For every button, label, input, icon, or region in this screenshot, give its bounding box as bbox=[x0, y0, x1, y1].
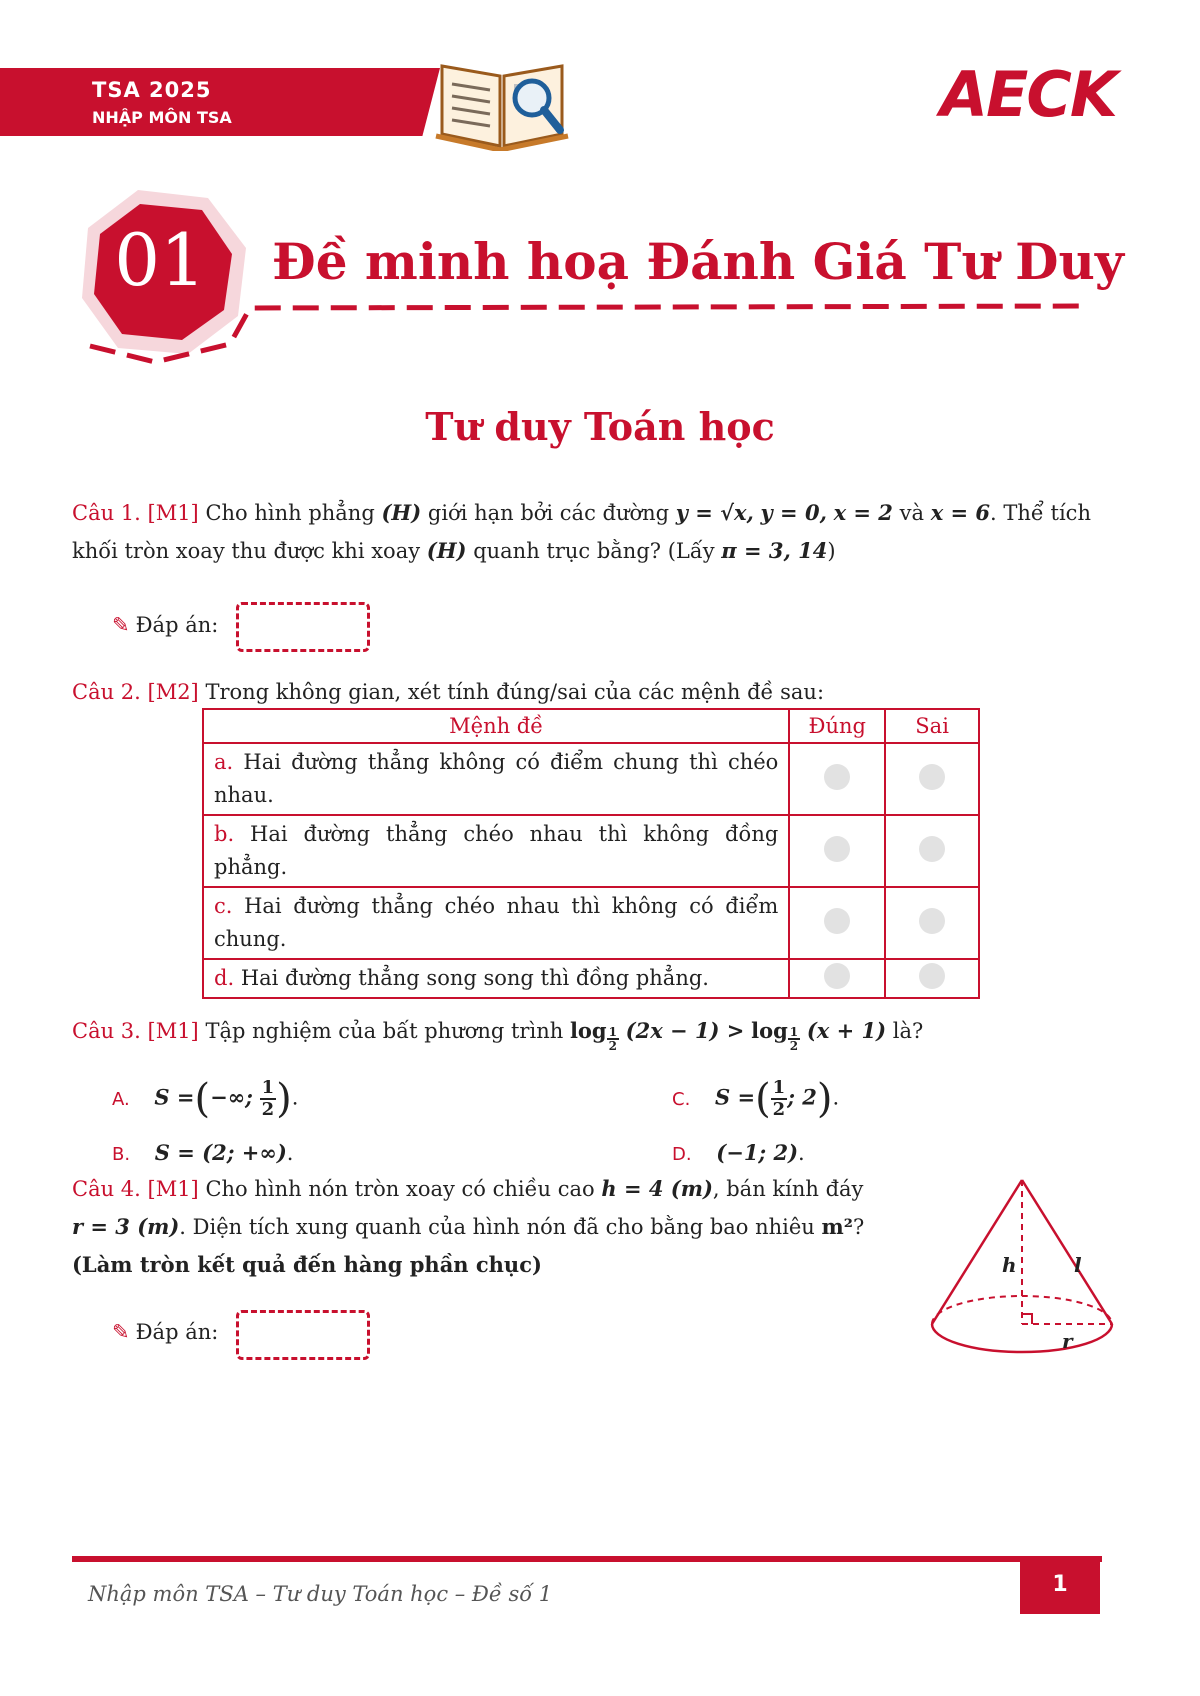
option-text: ; 2 bbox=[787, 1084, 817, 1110]
frac-num: 1 bbox=[608, 1025, 617, 1039]
true-option-c[interactable] bbox=[789, 887, 885, 959]
question-2-label: Câu 2. [M2] bbox=[72, 680, 199, 704]
q4-text: , bán kính đáy bbox=[712, 1177, 864, 1201]
q3-option-d[interactable] bbox=[672, 1140, 805, 1165]
radio-circle[interactable] bbox=[824, 963, 850, 989]
statement-b bbox=[203, 815, 789, 887]
radio-circle[interactable] bbox=[824, 764, 850, 790]
title-dashed-underline bbox=[80, 296, 1100, 366]
statement-c bbox=[203, 887, 789, 959]
q1-text: . Thể tích bbox=[990, 501, 1091, 525]
table-header-true: Đúng bbox=[789, 709, 885, 743]
q1-text: quanh trục bằng? (Lấy bbox=[473, 539, 715, 563]
table-row bbox=[203, 743, 979, 815]
option-text: (−1; 2) bbox=[716, 1140, 799, 1165]
q3-text: Tập nghiệm của bất phương trình bbox=[205, 1019, 564, 1043]
false-option-d[interactable] bbox=[885, 959, 979, 998]
q4-answer-label: Đáp án: bbox=[135, 1320, 219, 1344]
false-option-c[interactable] bbox=[885, 887, 979, 959]
q1-eq3: x = 2 bbox=[833, 500, 893, 525]
header-badge-subtitle: NHẬP MÔN TSA bbox=[92, 108, 232, 127]
q2-text: Trong không gian, xét tính đúng/sai của các mệnh đề sau: bbox=[205, 680, 825, 704]
question-1-label: Câu 1. [M1] bbox=[72, 501, 199, 525]
frac-den: 2 bbox=[608, 1039, 617, 1053]
radio-circle[interactable] bbox=[919, 764, 945, 790]
false-option-a[interactable] bbox=[885, 743, 979, 815]
q3-log-base bbox=[607, 1026, 619, 1052]
option-text: . bbox=[832, 1085, 840, 1110]
q1-text: và bbox=[899, 501, 924, 525]
q4-unit: m² bbox=[821, 1214, 853, 1239]
q1-eq4: x = 6 bbox=[930, 500, 991, 525]
option-letter: B. bbox=[112, 1144, 131, 1165]
statement-letter: d. bbox=[214, 966, 235, 990]
q3-option-b[interactable] bbox=[112, 1140, 293, 1165]
q4-text: . Diện tích xung quanh của hình nón đã cho bằng bao nhiêu bbox=[179, 1215, 815, 1239]
question-4-label: Câu 4. [M1] bbox=[72, 1177, 199, 1201]
page-number: 1 bbox=[1020, 1556, 1100, 1614]
q3-option-c[interactable] bbox=[672, 1076, 839, 1122]
radio-circle[interactable] bbox=[824, 908, 850, 934]
paren: ( bbox=[194, 1076, 211, 1122]
table-header-statement: Mệnh đề bbox=[203, 709, 789, 743]
option-letter: D. bbox=[672, 1144, 692, 1165]
option-text: S = bbox=[714, 1084, 756, 1110]
option-letter: A. bbox=[112, 1088, 130, 1110]
q3-log-base bbox=[788, 1026, 800, 1052]
statement-a bbox=[203, 743, 789, 815]
table-row bbox=[203, 887, 979, 959]
question-3 bbox=[72, 1012, 1132, 1052]
frac-den: 2 bbox=[261, 1099, 275, 1120]
statement-d bbox=[203, 959, 789, 998]
question-2 bbox=[72, 673, 1132, 711]
option-letter: C. bbox=[672, 1088, 691, 1110]
statement-letter: a. bbox=[214, 750, 234, 774]
q1-answer-input[interactable] bbox=[236, 602, 370, 652]
q3-arg1: (2x − 1) > bbox=[625, 1018, 745, 1043]
radio-circle[interactable] bbox=[919, 836, 945, 862]
true-option-b[interactable] bbox=[789, 815, 885, 887]
false-option-b[interactable] bbox=[885, 815, 979, 887]
paren: ) bbox=[816, 1076, 833, 1122]
aeck-logo: AECK bbox=[940, 58, 1116, 131]
header-badge-title: TSA 2025 bbox=[92, 78, 212, 102]
q1-text: khối tròn xoay thu được khi xoay bbox=[72, 539, 421, 563]
q1-answer-row bbox=[112, 613, 218, 637]
q3-log: log bbox=[569, 1018, 607, 1043]
option-text: . bbox=[286, 1141, 294, 1165]
q4-text: ? bbox=[852, 1215, 865, 1239]
cone-label-r: r bbox=[1062, 1329, 1073, 1353]
q4-rounding-note: (Làm tròn kết quả đến hàng phần chục) bbox=[72, 1252, 542, 1277]
footer-divider bbox=[72, 1556, 1102, 1562]
frac-den: 2 bbox=[772, 1099, 786, 1120]
q1-eq2: y = 0, bbox=[760, 500, 827, 525]
q3-arg2: (x + 1) bbox=[806, 1018, 887, 1043]
q4-answer-input[interactable] bbox=[236, 1310, 370, 1360]
statement-text: Hai đường thẳng song song thì đồng phẳng. bbox=[240, 966, 709, 990]
frac-num: 1 bbox=[772, 1077, 786, 1098]
frac-den: 2 bbox=[789, 1039, 799, 1053]
footer-text: Nhập môn TSA – Tư duy Toán học – Đề số 1 bbox=[88, 1582, 553, 1606]
radio-circle[interactable] bbox=[919, 963, 945, 989]
q1-text: giới hạn bởi các đường bbox=[427, 501, 670, 525]
q3-text: là? bbox=[892, 1019, 924, 1043]
q3-option-a[interactable] bbox=[112, 1076, 298, 1122]
statement-letter: c. bbox=[214, 894, 233, 918]
true-false-table bbox=[202, 708, 980, 999]
question-4 bbox=[72, 1170, 912, 1284]
paren: ( bbox=[755, 1076, 771, 1122]
cone-label-h: h bbox=[1002, 1253, 1017, 1277]
question-1 bbox=[72, 494, 1132, 570]
option-fraction bbox=[260, 1078, 277, 1120]
pencil-icon: ✎ bbox=[112, 613, 130, 637]
q1-eq1: y = √x, bbox=[675, 500, 754, 525]
statement-text: Hai đường thẳng chéo nhau thì không có điểm chung. bbox=[214, 894, 779, 951]
page-title: Đề minh hoạ Đánh Giá Tư Duy bbox=[272, 232, 1124, 291]
q1-region: (H) bbox=[426, 538, 467, 563]
statement-letter: b. bbox=[214, 822, 235, 846]
option-text: . bbox=[291, 1085, 299, 1110]
q4-height: h = 4 (m) bbox=[601, 1176, 713, 1201]
q1-region: (H) bbox=[381, 500, 422, 525]
cone-label-l: l bbox=[1074, 1253, 1082, 1277]
option-text: . bbox=[798, 1141, 805, 1165]
q1-text: Cho hình phẳng bbox=[205, 501, 375, 525]
book-magnifier-icon bbox=[432, 46, 572, 151]
radio-circle[interactable] bbox=[919, 908, 945, 934]
statement-text: Hai đường thẳng không có điểm chung thì chéo nhau. bbox=[214, 750, 779, 807]
title-number: 01 bbox=[114, 218, 206, 302]
table-row bbox=[203, 959, 979, 998]
option-fraction bbox=[771, 1078, 788, 1120]
q4-answer-row bbox=[112, 1320, 218, 1344]
q3-log: log bbox=[751, 1018, 788, 1043]
section-title: Tư duy Toán học bbox=[425, 404, 775, 449]
q1-text: ) bbox=[827, 539, 836, 563]
option-text: S = (2; +∞) bbox=[154, 1140, 287, 1165]
q1-answer-label: Đáp án: bbox=[135, 613, 219, 637]
option-text: S = bbox=[154, 1084, 195, 1110]
paren: ) bbox=[276, 1076, 292, 1122]
question-3-label: Câu 3. [M1] bbox=[72, 1019, 199, 1043]
frac-num: 1 bbox=[261, 1077, 275, 1098]
table-row bbox=[203, 815, 979, 887]
frac-num: 1 bbox=[789, 1025, 799, 1039]
statement-text: Hai đường thẳng chéo nhau thì không đồng phẳng. bbox=[214, 822, 779, 879]
pencil-icon: ✎ bbox=[112, 1320, 130, 1344]
radio-circle[interactable] bbox=[824, 836, 850, 862]
true-option-a[interactable] bbox=[789, 743, 885, 815]
option-text: −∞; bbox=[210, 1084, 253, 1110]
q1-pi: π = 3, 14 bbox=[721, 538, 828, 563]
cone-diagram bbox=[922, 1172, 1122, 1364]
q4-radius: r = 3 (m) bbox=[72, 1214, 180, 1239]
q4-text: Cho hình nón tròn xoay có chiều cao bbox=[205, 1177, 595, 1201]
table-header-false: Sai bbox=[885, 709, 979, 743]
true-option-d[interactable] bbox=[789, 959, 885, 998]
